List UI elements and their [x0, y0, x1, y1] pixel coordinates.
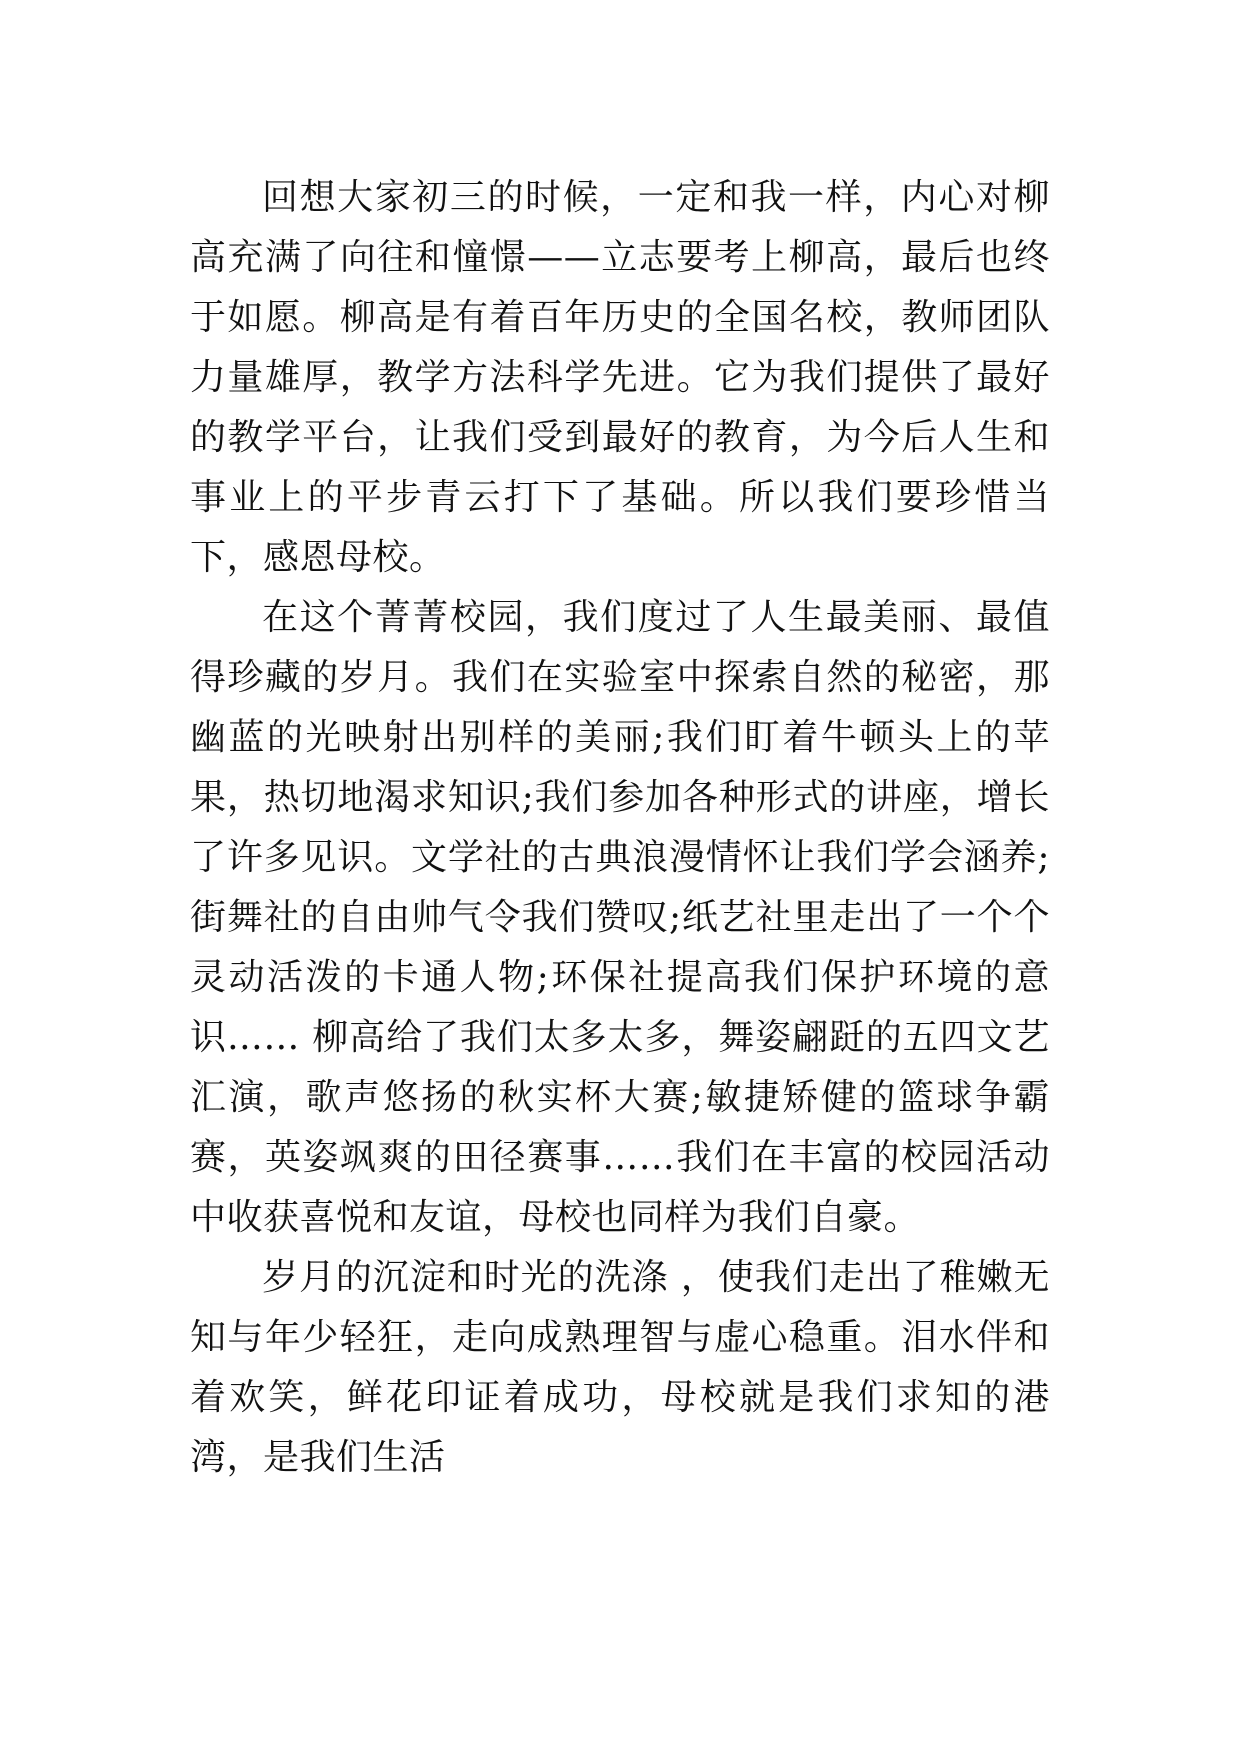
paragraph-2: 在这个菁菁校园，我们度过了人生最美丽、最值得珍藏的岁月。我们在实验室中探索自然的秘密，那幽蓝的光映射出别样的美丽;我们盯着牛顿头上的苹果，热切地渴求知识;我们参加各种形式的讲座，增长了许多见识。文学社的古典浪漫情怀让我们学会涵养;街舞社的自由帅气令我们赞叹;纸艺社里走出了一个个灵动活泼的卡通人物;环保社提高我们保护环境的意识…… 柳高给了我们太多太多，舞姿翩跹的五四文艺汇演，歌声悠扬的秋实杯大赛;敏捷矫健的篮球争霸赛，英姿飒爽的田径赛事……我们在丰富的校园活动中收获喜悦和友谊，母校也同样为我们自豪。: [190, 597, 1050, 1238]
paragraph-3: 岁月的沉淀和时光的洗涤 ，使我们走出了稚嫩无知与年少轻狂，走向成熟理智与虚心稳重。泪水伴和着欢笑，鲜花印证着成功，母校就是我们求知的港湾，是我们生活: [190, 1257, 1050, 1478]
document-body: [190, 168, 1050, 1488]
paragraph-1: 回想大家初三的时候，一定和我一样，内心对柳高充满了向往和憧憬——立志要考上柳高，最后也终于如愿。柳高是有着百年历史的全国名校，教师团队力量雄厚，教学方法科学先进。它为我们提供了最好的教学平台，让我们受到最好的教育，为今后人生和事业上的平步青云打下了基础。所以我们要珍惜当下，感恩母校。: [190, 177, 1050, 578]
